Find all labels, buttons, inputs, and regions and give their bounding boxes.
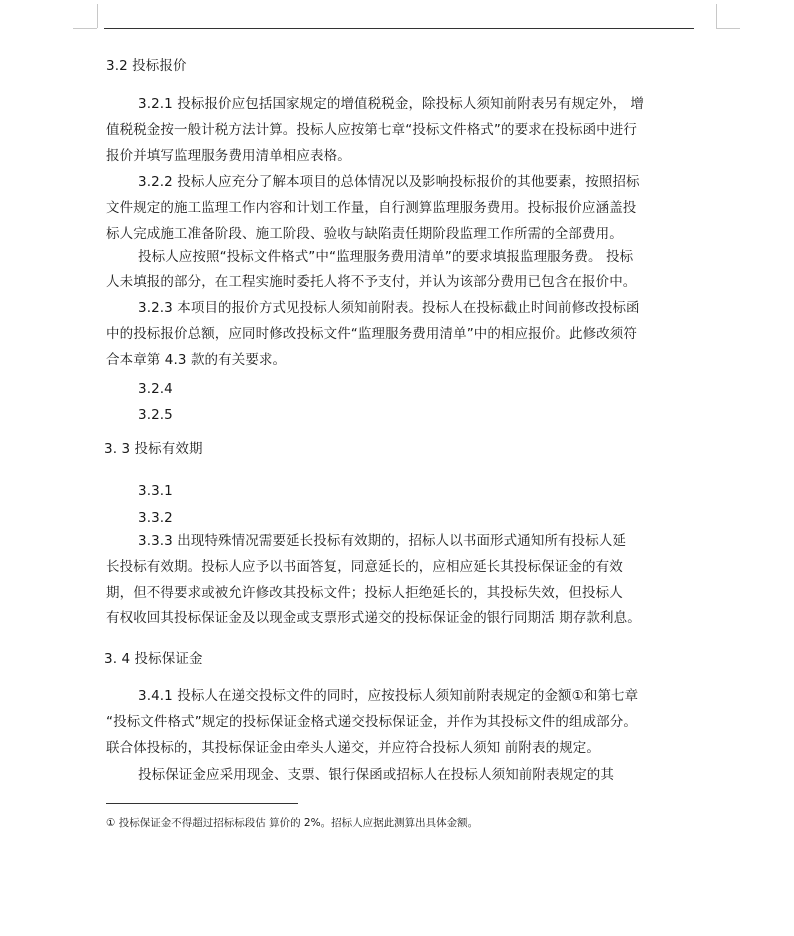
crop-mark — [73, 28, 97, 29]
paragraph-line: 3.2.2 投标人应充分了解本项目的总体情况以及影响投标报价的其他要素，按照招标 — [138, 174, 640, 190]
paragraph-line: 投标人应按照“投标文件格式”中“监理服务费用清单”的要求填报监理服务费。 投标 — [138, 249, 634, 265]
section-heading: 3. 3 投标有效期 — [104, 441, 203, 457]
paragraph-line: 3.2.3 本项目的报价方式见投标人须知前附表。投标人在投标截止时间前修改投标函 — [138, 300, 640, 316]
paragraph-line: 期，但不得要求或被允许修改其投标文件；投标人拒绝延长的，其投标失效，但投标人 — [106, 585, 623, 601]
crop-mark — [716, 28, 740, 29]
section-heading: 3.2 投标报价 — [106, 58, 187, 74]
crop-mark — [97, 4, 98, 28]
footnote-rule — [106, 803, 298, 804]
paragraph-line: 文件规定的施工监理工作内容和计划工作量，自行测算监理服务费用。投标报价应涵盖投 — [106, 200, 637, 216]
clause-number: 3.2.5 — [138, 407, 173, 423]
section-heading: 3. 4 投标保证金 — [104, 651, 203, 667]
paragraph-line: 3.3.3 出现特殊情况需要延长投标有效期的，招标人以书面形式通知所有投标人延 — [138, 533, 627, 549]
footnote: ① 投标保证金不得超过招标标段估 算价的 2%。招标人应据此测算出具体金额。 — [106, 817, 479, 829]
paragraph-line: 3.2.1 投标报价应包括国家规定的增值税税金，除投标人须知前附表另有规定外， 增 — [138, 96, 645, 112]
clause-number: 3.3.1 — [138, 483, 173, 499]
paragraph-line: 长投标有效期。投标人应予以书面答复，同意延长的，应相应延长其投标保证金的有效 — [106, 559, 623, 575]
paragraph-line: 联合体投标的，其投标保证金由牵头人递交，并应符合投标人须知 前附表的规定。 — [106, 740, 600, 756]
paragraph-line: 合本章第 4.3 款的有关要求。 — [106, 352, 287, 368]
paragraph-line: 3.4.1 投标人在递交投标文件的同时，应按投标人须知前附表规定的金额①和第七章 — [138, 688, 639, 704]
clause-number: 3.2.4 — [138, 381, 173, 397]
paragraph-line: 有权收回其投标保证金及以现金或支票形式递交的投标保证金的银行同期活 期存款利息。 — [106, 610, 641, 626]
crop-mark — [716, 4, 717, 28]
paragraph-line: 标人完成施工准备阶段、施工阶段、验收与缺陷责任期阶段监理工作所需的全部费用。 — [106, 226, 623, 242]
paragraph-line: “投标文件格式”规定的投标保证金格式递交投标保证金，并作为其投标文件的组成部分。 — [106, 714, 637, 730]
paragraph-line: 报价并填写监理服务费用清单相应表格。 — [106, 148, 351, 164]
paragraph-line: 人未填报的部分，在工程实施时委托人将不予支付，并认为该部分费用已包含在报价中。 — [106, 274, 637, 290]
paragraph-line: 投标保证金应采用现金、支票、银行保函或招标人在投标人须知前附表规定的其 — [138, 767, 614, 783]
header-rule — [104, 28, 694, 29]
clause-number: 3.3.2 — [138, 510, 173, 526]
paragraph-line: 中的投标报价总额，应同时修改投标文件“监理服务费用清单”中的相应报价。此修改须符 — [106, 326, 637, 342]
paragraph-line: 值税税金按一般计税方法计算。投标人应按第七章“投标文件格式”的要求在投标函中进行 — [106, 122, 637, 138]
